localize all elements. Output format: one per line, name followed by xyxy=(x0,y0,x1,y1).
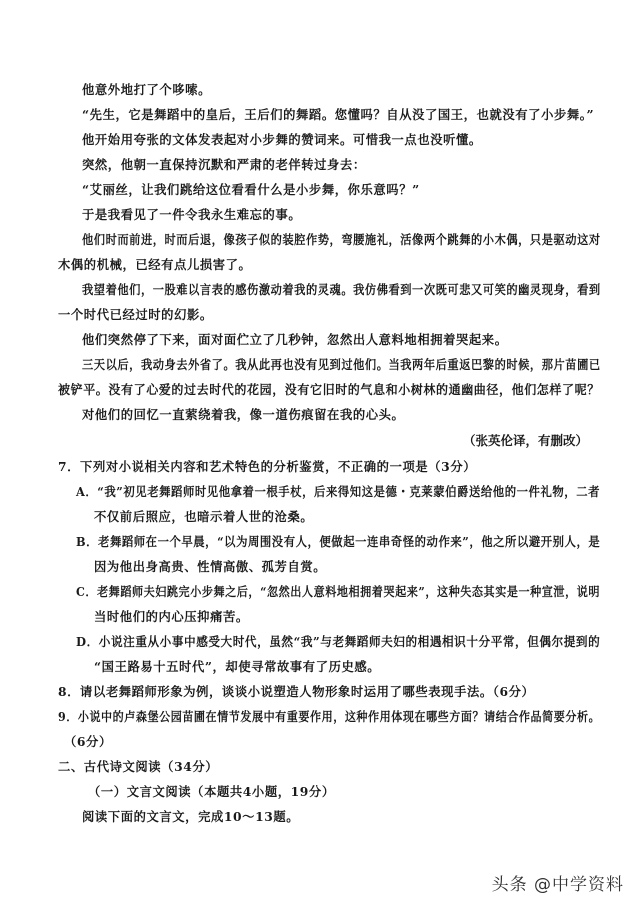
paragraph-line: 木偶的机械，已经有点儿损害了。 xyxy=(58,257,252,272)
paragraph-line: 三天以后，我动身去外省了。我从此再也没有见到过他们。当我两年后重返巴黎的时候，那片苗圃已 xyxy=(82,357,601,372)
subsection-heading: （一）文言文阅读（本题共4小题，19分） xyxy=(88,784,335,799)
question-9: 9．小说中的卢森堡公园苗圃在情节发展中有重要作用，这种作用体现在哪些方面？请结合作品简要分析。 xyxy=(58,709,601,724)
question-9-score: （6分） xyxy=(64,734,112,749)
paragraph-line: 他开始用夸张的文体发表起对小步舞的赞词来。可惜我一点也没听懂。 xyxy=(82,132,482,147)
option-b-cont: 因为他出身高贵、性情高傲、孤芳自赏。 xyxy=(94,559,327,574)
watermark: 头条 @中学资料 xyxy=(491,875,624,895)
paragraph-line: 他们突然停了下来，面对面伫立了几秒钟，忽然出人意料地相拥着哭起来。 xyxy=(82,332,508,347)
paragraph-line: “艾丽丝，让我们跳给这位看看什么是小步舞，你乐意吗？” xyxy=(82,182,420,197)
option-c: C．老舞蹈师夫妇跳完小步舞之后，“忽然出人意料地相拥着哭起来”，这种失态其实是一种宣泄，说明 xyxy=(76,584,601,599)
option-a: A．“我”初见老舞蹈师时见他拿着一根手杖，后来得知这是德・克莱蒙伯爵送给他的一件礼物，二者 xyxy=(76,484,601,499)
paragraph-line: 他们时而前进，时而后退，像孩子似的装腔作势，弯腰施礼，活像两个跳舞的小木偶，只是驱动这对 xyxy=(82,232,601,247)
question-8: 8．请以老舞蹈师形象为例，谈谈小说塑造人物形象时运用了哪些表现手法。（6分） xyxy=(58,684,535,699)
paragraph-line: 对他们的回忆一直萦绕着我，像一道伤痕留在我的心头。 xyxy=(82,407,405,422)
section-heading: 二、古代诗文阅读（34分） xyxy=(58,759,219,774)
option-c-cont: 当时他们的内心压抑痛苦。 xyxy=(94,609,249,624)
instruction-line: 阅读下面的文言文，完成10～13题。 xyxy=(82,809,300,824)
option-a-cont: 不仅前后照应，也暗示着人世的沧桑。 xyxy=(94,509,314,524)
paragraph-line: 他意外地打了个哆嗦。 xyxy=(82,82,211,97)
translator-credit: （张英伦译，有删改） xyxy=(462,433,588,448)
option-d: D．小说注重从小事中感受大时代，虽然“我”与老舞蹈师夫妇的相遇相识十分平常，但偶尔提到的 xyxy=(76,634,601,649)
paragraph-line: 我望着他们，一股难以言表的感伤激动着我的灵魂。我仿佛看到一次既可悲又可笑的幽灵现身，看到 xyxy=(82,282,601,297)
question-7: 7．下列对小说相关内容和艺术特色的分析鉴赏，不正确的一项是（3分） xyxy=(58,459,477,474)
option-b: B．老舞蹈师在一个早晨，“以为周围没有人，便做起一连串奇怪的动作来”，他之所以避开别人，是 xyxy=(76,534,601,549)
option-d-cont: “国王路易十五时代”，却使寻常故事有了历史感。 xyxy=(94,659,381,674)
paragraph-line: 一个时代已经过时的幻影。 xyxy=(58,307,213,322)
paragraph-line: 突然，他朝一直保持沉默和严肃的老伴转过身去： xyxy=(82,157,366,172)
paragraph-line: 被铲平。没有了心爱的过去时代的花园，没有它旧时的气息和小树林的通幽曲径，他们怎样了呢？ xyxy=(58,382,600,397)
paragraph-line: 于是我看见了一件令我永生难忘的事。 xyxy=(82,207,302,222)
paragraph-line: “先生，它是舞蹈中的皇后，王后们的舞蹈。您懂吗？自从没了国王，也就没有了小步舞。” xyxy=(82,107,595,122)
